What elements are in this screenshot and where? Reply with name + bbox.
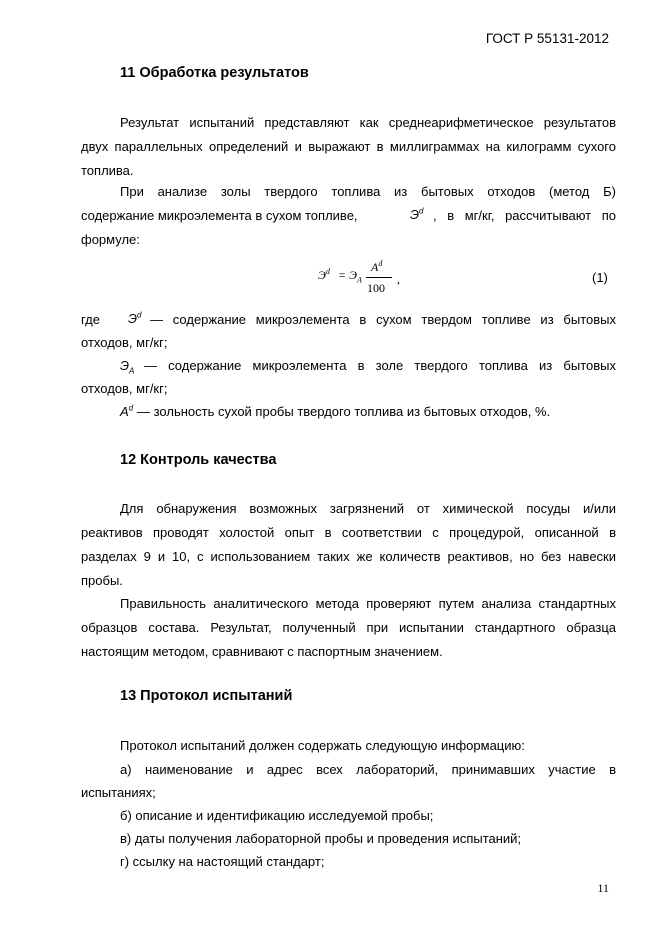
s13-item-a-line1: а) наименование и адрес всех лабораторий, принимавших участие в bbox=[120, 762, 616, 777]
s12-p2-line3: настоящим методом, сравнивают с паспортным значением. bbox=[81, 644, 443, 659]
s13-item-a-line2: испытаниях; bbox=[81, 785, 156, 800]
s13-item-b: б) описание и идентификацию исследуемой пробы; bbox=[120, 808, 434, 823]
def2-line1: — содержание микроэлемента в золе твердого топлива из бытовых bbox=[144, 358, 616, 373]
s11-p2-symbol: $Э^d$ bbox=[410, 206, 424, 222]
formula-comma: , bbox=[397, 272, 400, 286]
formula-lhs: $Э^d$ bbox=[318, 267, 330, 282]
def1-symbol: $Э^d$ bbox=[128, 310, 142, 326]
s11-p2-line3: формуле: bbox=[81, 232, 140, 247]
s12-p1-line4: пробы. bbox=[81, 573, 123, 588]
formula-numerator: $A^d$ bbox=[371, 259, 383, 274]
formula-denominator: 100 bbox=[367, 281, 385, 295]
def2-line2: отходов, мг/кг; bbox=[81, 381, 168, 396]
def2-symbol: $Э_A$ bbox=[120, 358, 135, 376]
def3-text: — зольность сухой пробы твердого топлива из бытовых отходов, %. bbox=[137, 404, 551, 419]
s11-p2-line2a: содержание микроэлемента в сухом топливе, bbox=[81, 208, 358, 223]
def3-symbol: $A^d$ bbox=[120, 403, 134, 419]
s13-intro: Протокол испытаний должен содержать следующую информацию: bbox=[120, 738, 525, 753]
s12-p1-line2: реактивов проводят холостой опыт в соответствии с процедурой, описанной в bbox=[81, 525, 616, 540]
def1-line1: — содержание микроэлемента в сухом твердом топливе из бытовых bbox=[150, 312, 616, 327]
s13-item-d: г) ссылку на настоящий стандарт; bbox=[120, 854, 325, 869]
fraction-bar bbox=[366, 277, 392, 278]
section-11-title: 11 Обработка результатов bbox=[120, 65, 309, 81]
s12-p1-line3: разделах 9 и 10, с использованием таких же количеств реактивов, но без навески bbox=[81, 549, 616, 564]
formula-number: (1) bbox=[592, 270, 608, 285]
document-header: ГОСТ Р 55131-2012 bbox=[485, 31, 609, 46]
section-12-title: 12 Контроль качества bbox=[120, 452, 277, 468]
section-13-title: 13 Протокол испытаний bbox=[120, 688, 293, 704]
s11-p1-line3: топлива. bbox=[81, 163, 134, 178]
formula-eq: = $Э_A$ bbox=[338, 268, 362, 285]
page-number: 11 bbox=[597, 881, 609, 895]
s11-p1-line1: Результат испытаний представляют как среднеарифметическое результатов bbox=[120, 115, 616, 130]
s12-p1-line1: Для обнаружения возможных загрязнений от химической посуды и/или bbox=[120, 501, 616, 516]
s13-item-c: в) даты получения лабораторной пробы и проведения испытаний; bbox=[120, 831, 522, 846]
s11-p2-line1: При анализе золы твердого топлива из бытовых отходов (метод Б) bbox=[120, 184, 616, 199]
s12-p2-line1: Правильность аналитического метода проверяют путем анализа стандартных bbox=[120, 596, 616, 611]
s12-p2-line2: образцов состава. Результат, полученный при испытании стандартного образца bbox=[81, 620, 616, 635]
where-word: где bbox=[81, 312, 100, 327]
def1-line2: отходов, мг/кг; bbox=[81, 335, 168, 350]
s11-p1-line2: двух параллельных определений и выражают в миллиграммах на килограмм сухого bbox=[81, 139, 616, 154]
s11-p2-line2b: , в мг/кг, рассчитывают по bbox=[433, 208, 616, 223]
